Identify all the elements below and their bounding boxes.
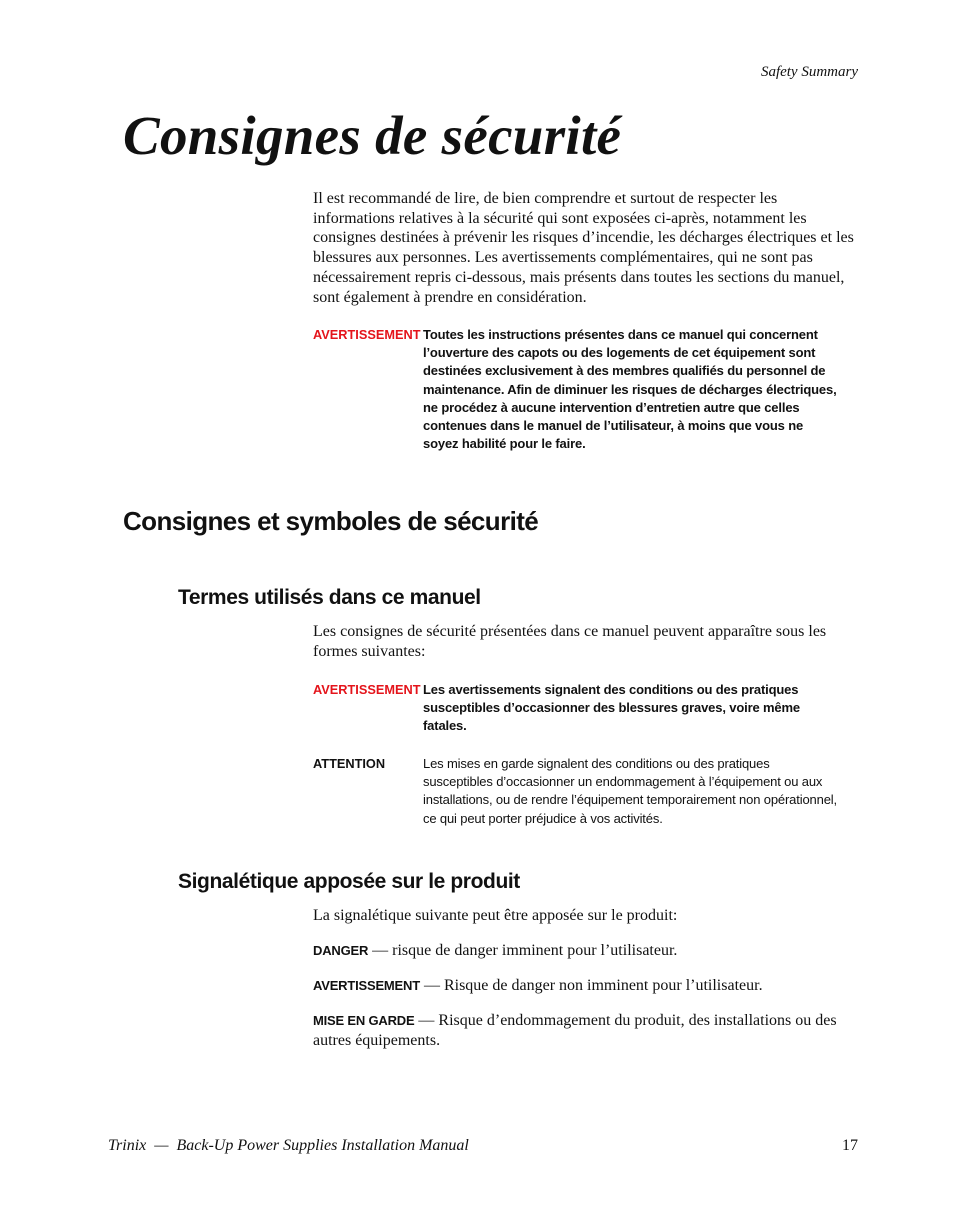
signage-item-caution [313, 1011, 861, 1050]
signage-intro: La signalétique suivante peut être apposée sur le produit: [313, 907, 678, 924]
signage-description: — Risque de danger non imminent pour l’utilisateur. [419, 977, 763, 994]
page-number: 17 [842, 1137, 858, 1154]
footer-title: Trinix — Back-Up Power Supplies Installation Manual [108, 1137, 469, 1154]
terms-intro: Les consignes de sécurité présentées dans ce manuel peuvent apparaître sous les formes suivantes: [313, 623, 827, 660]
signage-item-danger [313, 941, 861, 961]
intro-paragraph: Il est recommandé de lire, de bien comprendre et surtout de respecter les informations relatives à la sécurité qui sont exposées ci-après, notamment les consignes destinées à prévenir les risques d’incendie, les décharges électriques et les blessures aux personnes. Les avertissements complémentaires, qui ne sont pas nécessairement repris ci-dessous, mais présents dans toutes les sections du manuel, sont également à prendre en considération. [313, 190, 854, 306]
warning-text: Toutes les instructions présentes dans ce manuel qui concernent l’ouverture des capots ou des logements de cet équipement sont destinées exclusivement à des membres qualifiés du personnel de maintenance. Afin de diminuer les risques de décharges électriques, ne procédez à aucune intervention d’entretien autre que celles contenues dans le manuel de l’utilisateur, à moins que vous ne soyez habilité pour le faire. [423, 327, 837, 452]
terms-warning-note [313, 681, 843, 736]
attention-text: Les mises en garde signalent des conditions ou des pratiques susceptibles d’occasionner un endommagement à l’équipement ou aux installations, ou de rendre l’équipement temporairement non opérationnel, ce qui peut porter préjudice à vos activités. [423, 756, 837, 826]
running-header: Safety Summary [760, 64, 858, 80]
warning-label: AVERTISSEMENT [313, 327, 421, 342]
attention-label: ATTENTION [313, 756, 386, 771]
signage-term: AVERTISSEMENT [313, 978, 420, 993]
section-title: Consignes et symboles de sécurité [123, 506, 539, 536]
signage-term: DANGER [313, 943, 369, 958]
signage-title: Signalétique apposée sur le produit [178, 870, 520, 893]
signage-term: MISE EN GARDE [313, 1013, 415, 1028]
warning-note [313, 326, 843, 453]
page-title: Consignes de sécurité [123, 105, 622, 166]
terms-title: Termes utilisés dans ce manuel [178, 586, 481, 609]
terms-warning-text: Les avertissements signalent des conditions ou des pratiques susceptibles d’occasionner des blessures graves, voire même fatales. [423, 682, 800, 734]
signage-description: — Risque d’endommagement du produit, des installations ou des autres équipements. [313, 1012, 837, 1049]
attention-note [313, 755, 843, 828]
signage-description: — risque de danger imminent pour l’utilisateur. [368, 942, 678, 959]
terms-warning-label: AVERTISSEMENT [313, 682, 421, 697]
signage-item-warning [313, 976, 861, 996]
